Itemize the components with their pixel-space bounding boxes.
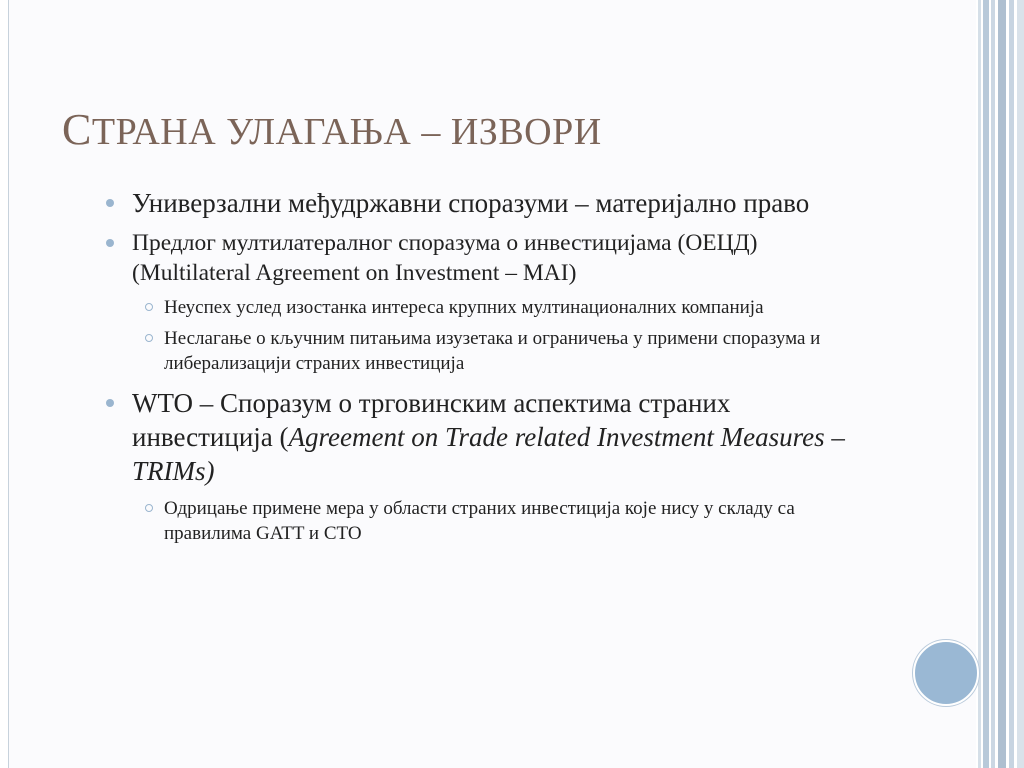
stripe bbox=[1009, 0, 1014, 768]
title-first-letter: С bbox=[62, 105, 92, 154]
sub-bullet-ring-icon bbox=[145, 504, 153, 512]
bullet-text-italic: Agreement on Trade related Investment Measures – TRIMs) bbox=[132, 422, 845, 486]
sub-bullet-item bbox=[104, 295, 874, 320]
sub-bullet-text: Неслагање о кључним питањима изузетака и ограничења у примени споразума и либерализацији страних инвестиција bbox=[164, 328, 821, 374]
stripe bbox=[998, 0, 1006, 768]
sub-bullet-item bbox=[104, 326, 874, 376]
stripe bbox=[991, 0, 995, 768]
stripe bbox=[1017, 0, 1024, 768]
stripe bbox=[978, 0, 981, 768]
title-rest: ТРАНА УЛАГАЊА – ИЗВОРИ bbox=[91, 111, 602, 153]
sub-bullet-text: Неуспех услед изостанка интереса крупних мултинационалних компанија bbox=[164, 297, 764, 318]
bullet-text: Универзални међудржавни споразуми – материјално право bbox=[132, 188, 810, 218]
bullet-text: Предлог мултилатералног споразума о инвестицијама (ОЕЦД) (Multilateral Agreement on Investment – MAI) bbox=[132, 230, 758, 286]
slide-title bbox=[62, 104, 602, 155]
bullet-dot-icon bbox=[106, 199, 114, 207]
bullet-dot-icon bbox=[106, 239, 114, 247]
sub-bullet-ring-icon bbox=[145, 334, 153, 342]
decorative-circle bbox=[913, 640, 979, 706]
bullet-item bbox=[104, 386, 874, 488]
stripe bbox=[983, 0, 989, 768]
bullet-dot-icon bbox=[106, 399, 114, 407]
bullet-item bbox=[104, 228, 874, 288]
sub-bullet-ring-icon bbox=[145, 303, 153, 311]
sub-bullet-text: Одрицање примене мера у области страних инвестиција које нису у складу са правилима GATT и СТО bbox=[164, 498, 795, 544]
bullet-text: WTO – Споразум о трговинским аспектима страних инвестиција ( bbox=[132, 388, 731, 452]
slide-content bbox=[104, 186, 874, 552]
bullet-item bbox=[104, 186, 874, 220]
decorative-stripes bbox=[976, 0, 1024, 768]
sub-bullet-item bbox=[104, 496, 874, 546]
